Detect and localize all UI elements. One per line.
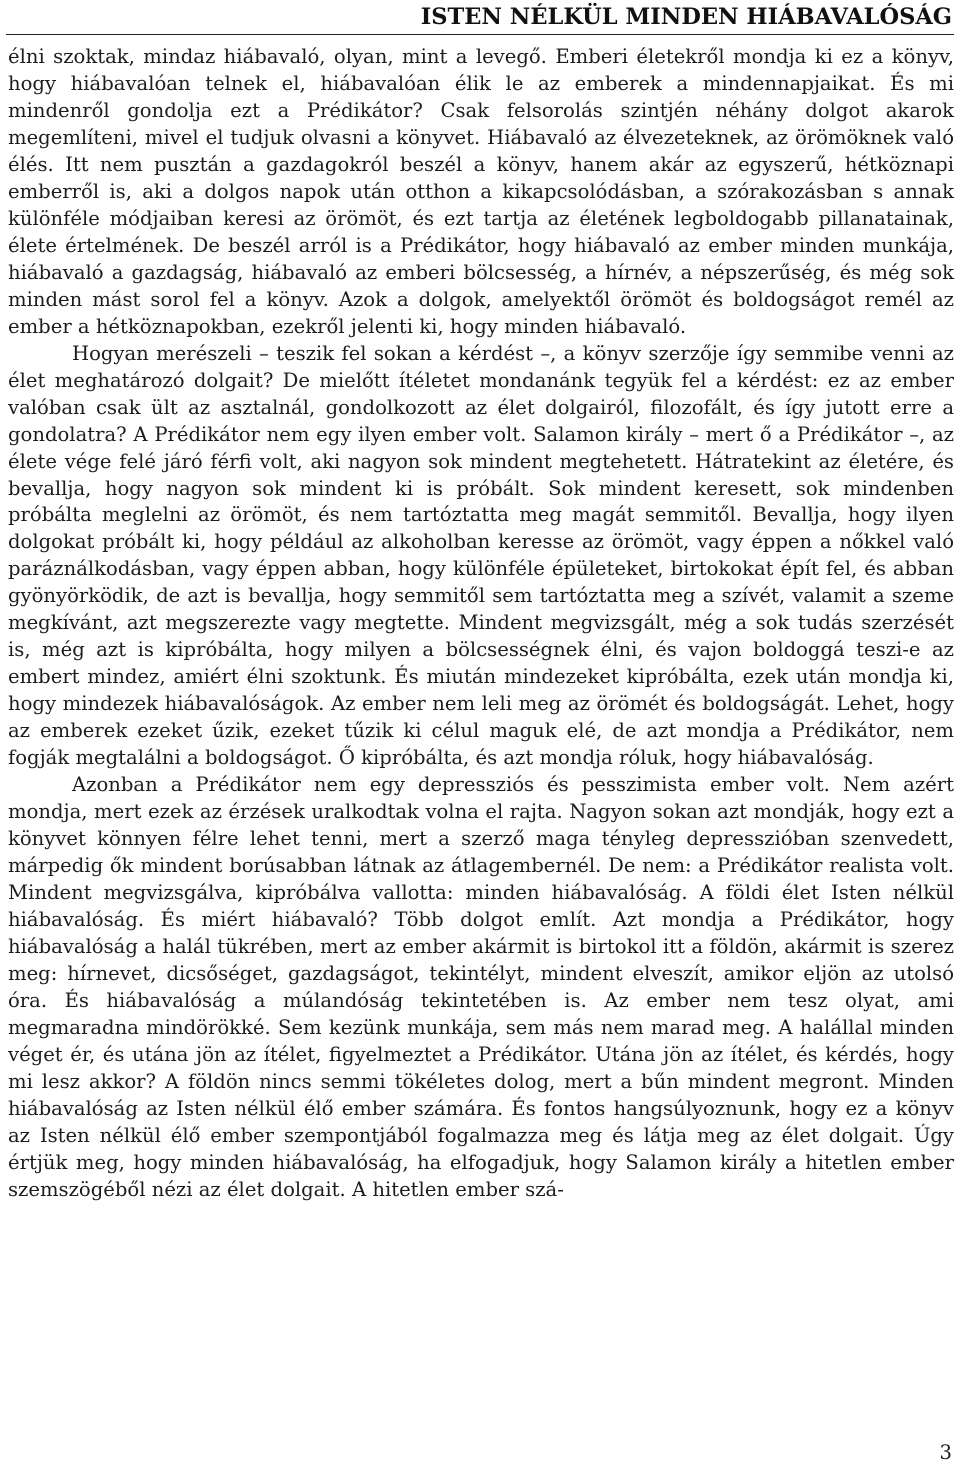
header-rule <box>6 34 954 35</box>
running-title: ISTEN NÉLKÜL MINDEN HIÁBAVALÓSÁG <box>420 4 952 30</box>
page-number: 3 <box>939 1441 952 1464</box>
paragraph: Azonban a Prédikátor nem egy depressziós és pesszimista ember volt. Nem azért mondja, mert ezek az érzések uralkodtak volna el rajta. Nagyon sokan azt mondják, hogy ezt a könyvet könnyen félre lehet tenni, mert a szerző maga tényleg depresszióban szenvedett, márpedig ők mindent borúsabban látnak az átlagembernél. De nem: a Prédikátor realista volt. Mindent megvizsgálva, kipróbálva vallotta: minden hiábavalóság. A földi élet Isten nélkül hiábavalóság. És miért hiábavaló? Több dolgot említ. Azt mondja a Prédikátor, hogy hiábavalóság a halál tükrében, mert az ember akármit is birtokol itt a földön, akármit is szerez meg: hírnevet, dicsőséget, gazdagságot, tekintélyt, mindent elveszít, amikor eljön az utolsó óra. És hiábavalóság a múlandóság tekintetében is. Az ember nem tesz olyat, ami megmaradna mindörökké. Sem kezünk munkája, sem más nem marad meg. A halállal minden véget ér, és utána jön az ítélet, figyelmeztet a Prédikátor. Utána jön az ítélet, és kérdés, hogy mi lesz akkor? A földön nincs semmi tökéletes dolog, mert a bűn mindent megront. Minden hiábavalóság az Isten nélkül élő ember számára. És fontos hangsúlyoznunk, hogy ez a könyv az Isten nélkül élő ember szempontjából fogalmazza meg és látja meg az élet dolgait. Úgy értjük meg, hogy minden hiábavalóság, ha elfogadjuk, hogy Salamon király a hitetlen ember szemszögéből nézi az élet dolgait. A hitetlen ember szá- <box>8 773 954 1201</box>
body-text <box>8 44 954 1204</box>
paragraph: Hogyan merészeli – teszik fel sokan a kérdést –, a könyv szerzője így semmibe venni az élet meghatározó dolgait? De mielőtt ítéletet mondanánk tegyük fel a kérdést: ez az ember valóban csak ült az asztalnál, gondolkozott az élet dolgairól, filozofált, és így jutott erre a gondolatra? A Prédikátor nem egy ilyen ember volt. Salamon király – mert ő a Prédikátor –, az élete vége felé járó férfi volt, aki nagyon sok mindent megtehetett. Hátratekint az életére, és bevallja, hogy nagyon sok mindent ki is próbált. Sok mindent keresett, sok mindenben próbálta meglelni az örömöt, és nem tartóztatta meg magát semmitől. Bevallja, hogy ilyen dolgokat próbált ki, hogy például az alkoholban keresse az örömöt, vagy éppen a nőkkel való paráználkodásban, vagy éppen abban, hogy különféle épületeket, birtokokat épít fel, és abban gyönyörködik, de azt is bevallja, hogy semmitől sem tartóztatta meg a szívét, valamit a szeme megkívánt, azt megszerezte vagy megtette. Mindent megvizsgált, még a sok tudás szerzését is, még azt is kipróbálta, hogy milyen a bölcsességnek élni, és vajon boldoggá teszi-e az embert mindez, amiért élni szoktunk. És miután mindezeket kipróbálta, ezek után mondja ki, hogy mindezek hiábavalóságok. Az ember nem leli meg az örömét és boldogságát. Lehet, hogy az emberek ezeket űzik, ezeket tűzik ki célul maguk elé, de azt mondja a Prédikátor, nem fogják megtalálni a boldogságot. Ő kipróbálta, és azt mondja róluk, hogy hiábavalóság. <box>8 341 954 770</box>
paragraph-continued: élni szoktak, mindaz hiábavaló, olyan, mint a levegő. Emberi életekről mondja ki ez a könyv, hogy hiábavalóan telnek el, hiábavalóan élik le az emberek a mindennapjaikat. És mi mindenről gondolja ezt a Prédikátor? Csak felsorolás szintjén néhány dolgot akarok megemlíteni, mivel el tudjuk olvasni a könyvet. Hiábavaló az élvezeteknek, az örömöknek való élés. Itt nem pusztán a gazdagokról beszél a könyv, hanem akár az egyszerű, hétköznapi emberről is, aki a dolgos napok után otthon a kikapcsolódásban, a szórakozásban s annak különféle módjaiban keresi az örömöt, és ezt tartja az életének legboldogabb pillanatainak, élete értelmének. De beszél arról is a Prédikátor, hogy hiábavaló az ember minden munkája, hiábavaló a gazdagság, hiábavaló az emberi bölcsesség, a hírnév, a népszerűség, és még sok minden mást sorol fel a könyv. Azok a dolgok, amelyektől örömöt és boldogságot remél az ember a hétköznapokban, ezekről jelenti ki, hogy minden hiábavaló. <box>8 45 954 338</box>
